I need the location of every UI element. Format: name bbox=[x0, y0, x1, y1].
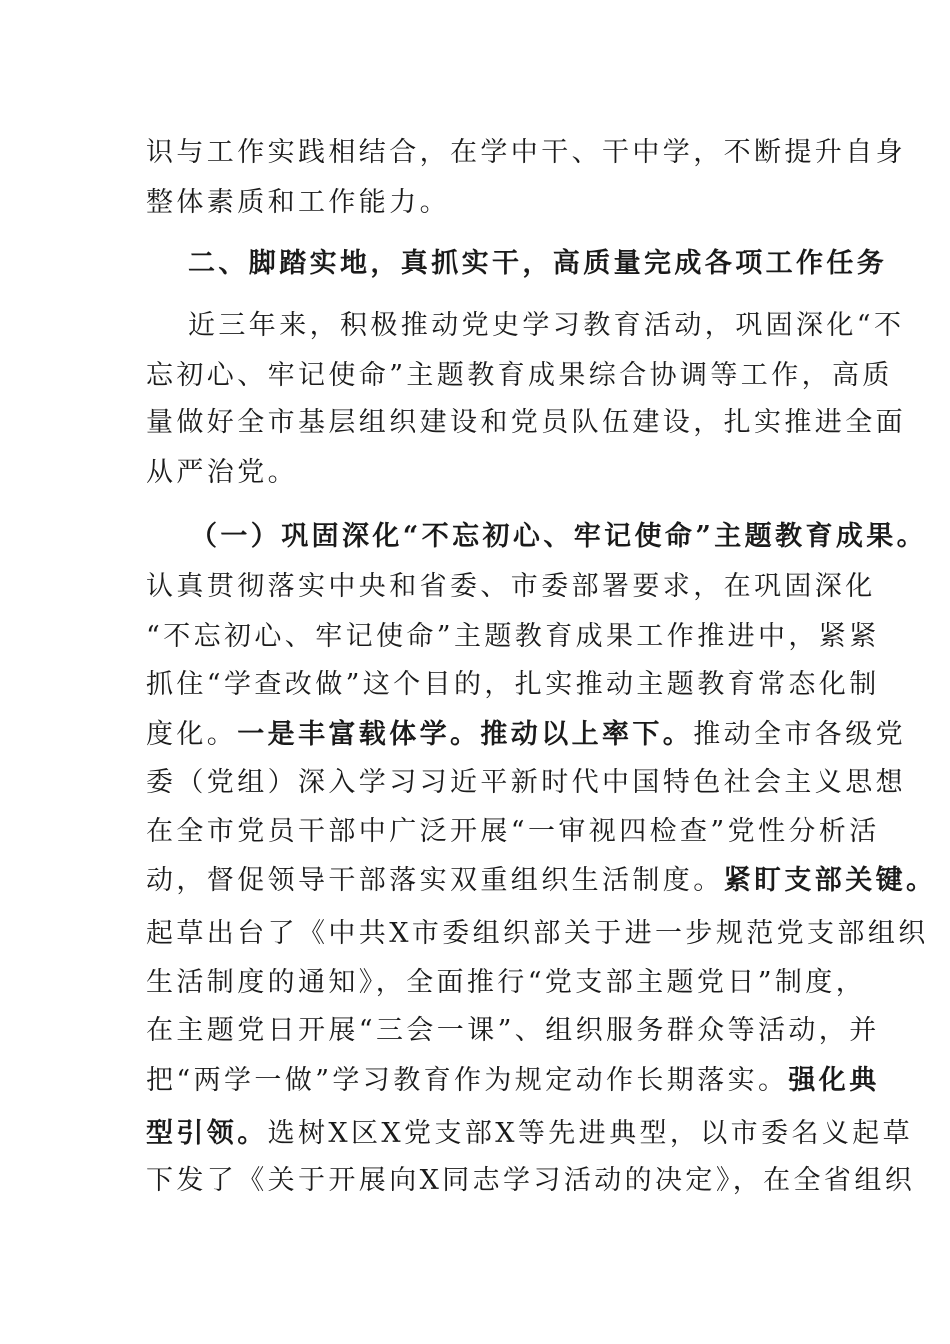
text-line bbox=[146, 1117, 913, 1151]
text-run: 识与工作实践相结合，在学中干、干中学，不断提升自身 bbox=[146, 137, 906, 168]
text-run: 动，督促领导干部落实双重组织生活制度。 bbox=[146, 865, 724, 896]
text-line bbox=[146, 966, 866, 1000]
text-line bbox=[188, 309, 904, 343]
bold-text-run: （一）巩固深化“不忘初心、牢记使命”主题教育成果。 bbox=[190, 521, 928, 552]
text-line bbox=[146, 406, 906, 440]
text-run: 从严治党。 bbox=[146, 457, 298, 488]
text-run: 在全市党员干部中广泛开展“一审视四检查”党性分析活 bbox=[146, 816, 880, 847]
text-line bbox=[146, 456, 298, 490]
text-line bbox=[146, 1014, 880, 1048]
text-line bbox=[146, 1164, 915, 1198]
text-run: 度化。 bbox=[146, 719, 238, 750]
text-run: 近三年来，积极推动党史学习教育活动，巩固深化“不 bbox=[188, 310, 905, 341]
text-line bbox=[146, 570, 876, 604]
text-run: 认真贯彻落实中央和省委、市委部署要求，在巩固深化 bbox=[146, 571, 876, 602]
text-run: 量做好全市基层组织建设和党员队伍建设，扎实推进全面 bbox=[146, 407, 906, 438]
text-run: 选树X区X党支部X等先进典型，以市委名义起草 bbox=[267, 1118, 914, 1149]
text-line bbox=[146, 864, 936, 898]
bold-text-run: 一是丰富载体学。推动以上率下。 bbox=[237, 719, 694, 750]
bold-text-run: 型引领。 bbox=[146, 1118, 268, 1149]
text-line bbox=[146, 668, 880, 702]
text-line bbox=[146, 766, 906, 800]
text-line bbox=[146, 815, 880, 849]
text-run: 抓住“学查改做”这个目的，扎实推动主题教育常态化制 bbox=[146, 669, 880, 700]
text-run: 下发了《关于开展向X同志学习活动的决定》，在全省组织 bbox=[146, 1165, 916, 1196]
text-run: 在主题党日开展“三会一课”、组织服务群众等活动，并 bbox=[146, 1015, 880, 1046]
text-run: 委（党组）深入学习习近平新时代中国特色社会主义思想 bbox=[146, 767, 906, 798]
text-line bbox=[190, 520, 927, 554]
bold-text-run: 二、脚踏实地，真抓实干，高质量完成各项工作任务 bbox=[188, 248, 888, 279]
text-line bbox=[146, 359, 893, 393]
bold-text-run: 强化典 bbox=[788, 1065, 880, 1096]
text-line bbox=[188, 247, 887, 281]
text-run: 忘初心、牢记使命”主题教育成果综合协调等工作，高质 bbox=[146, 360, 893, 391]
text-run: 把“两学一做”学习教育作为规定动作长期落实。 bbox=[146, 1065, 789, 1096]
text-run: 整体素质和工作能力。 bbox=[146, 187, 450, 218]
text-line bbox=[146, 718, 906, 752]
text-line bbox=[146, 620, 880, 654]
text-line bbox=[146, 1064, 880, 1098]
text-line bbox=[146, 186, 450, 220]
text-line bbox=[146, 136, 906, 170]
text-run: 推动全市各级党 bbox=[693, 719, 907, 750]
text-run: 起草出台了《中共X市委组织部关于进一步规范党支部组织 bbox=[146, 918, 929, 949]
text-line bbox=[146, 917, 929, 951]
text-run: “不忘初心、牢记使命”主题教育成果工作推进中，紧紧 bbox=[146, 621, 880, 652]
bold-text-run: 紧盯支部关键。 bbox=[723, 865, 937, 896]
text-run: 生活制度的通知》，全面推行“党支部主题党日”制度， bbox=[146, 967, 867, 998]
